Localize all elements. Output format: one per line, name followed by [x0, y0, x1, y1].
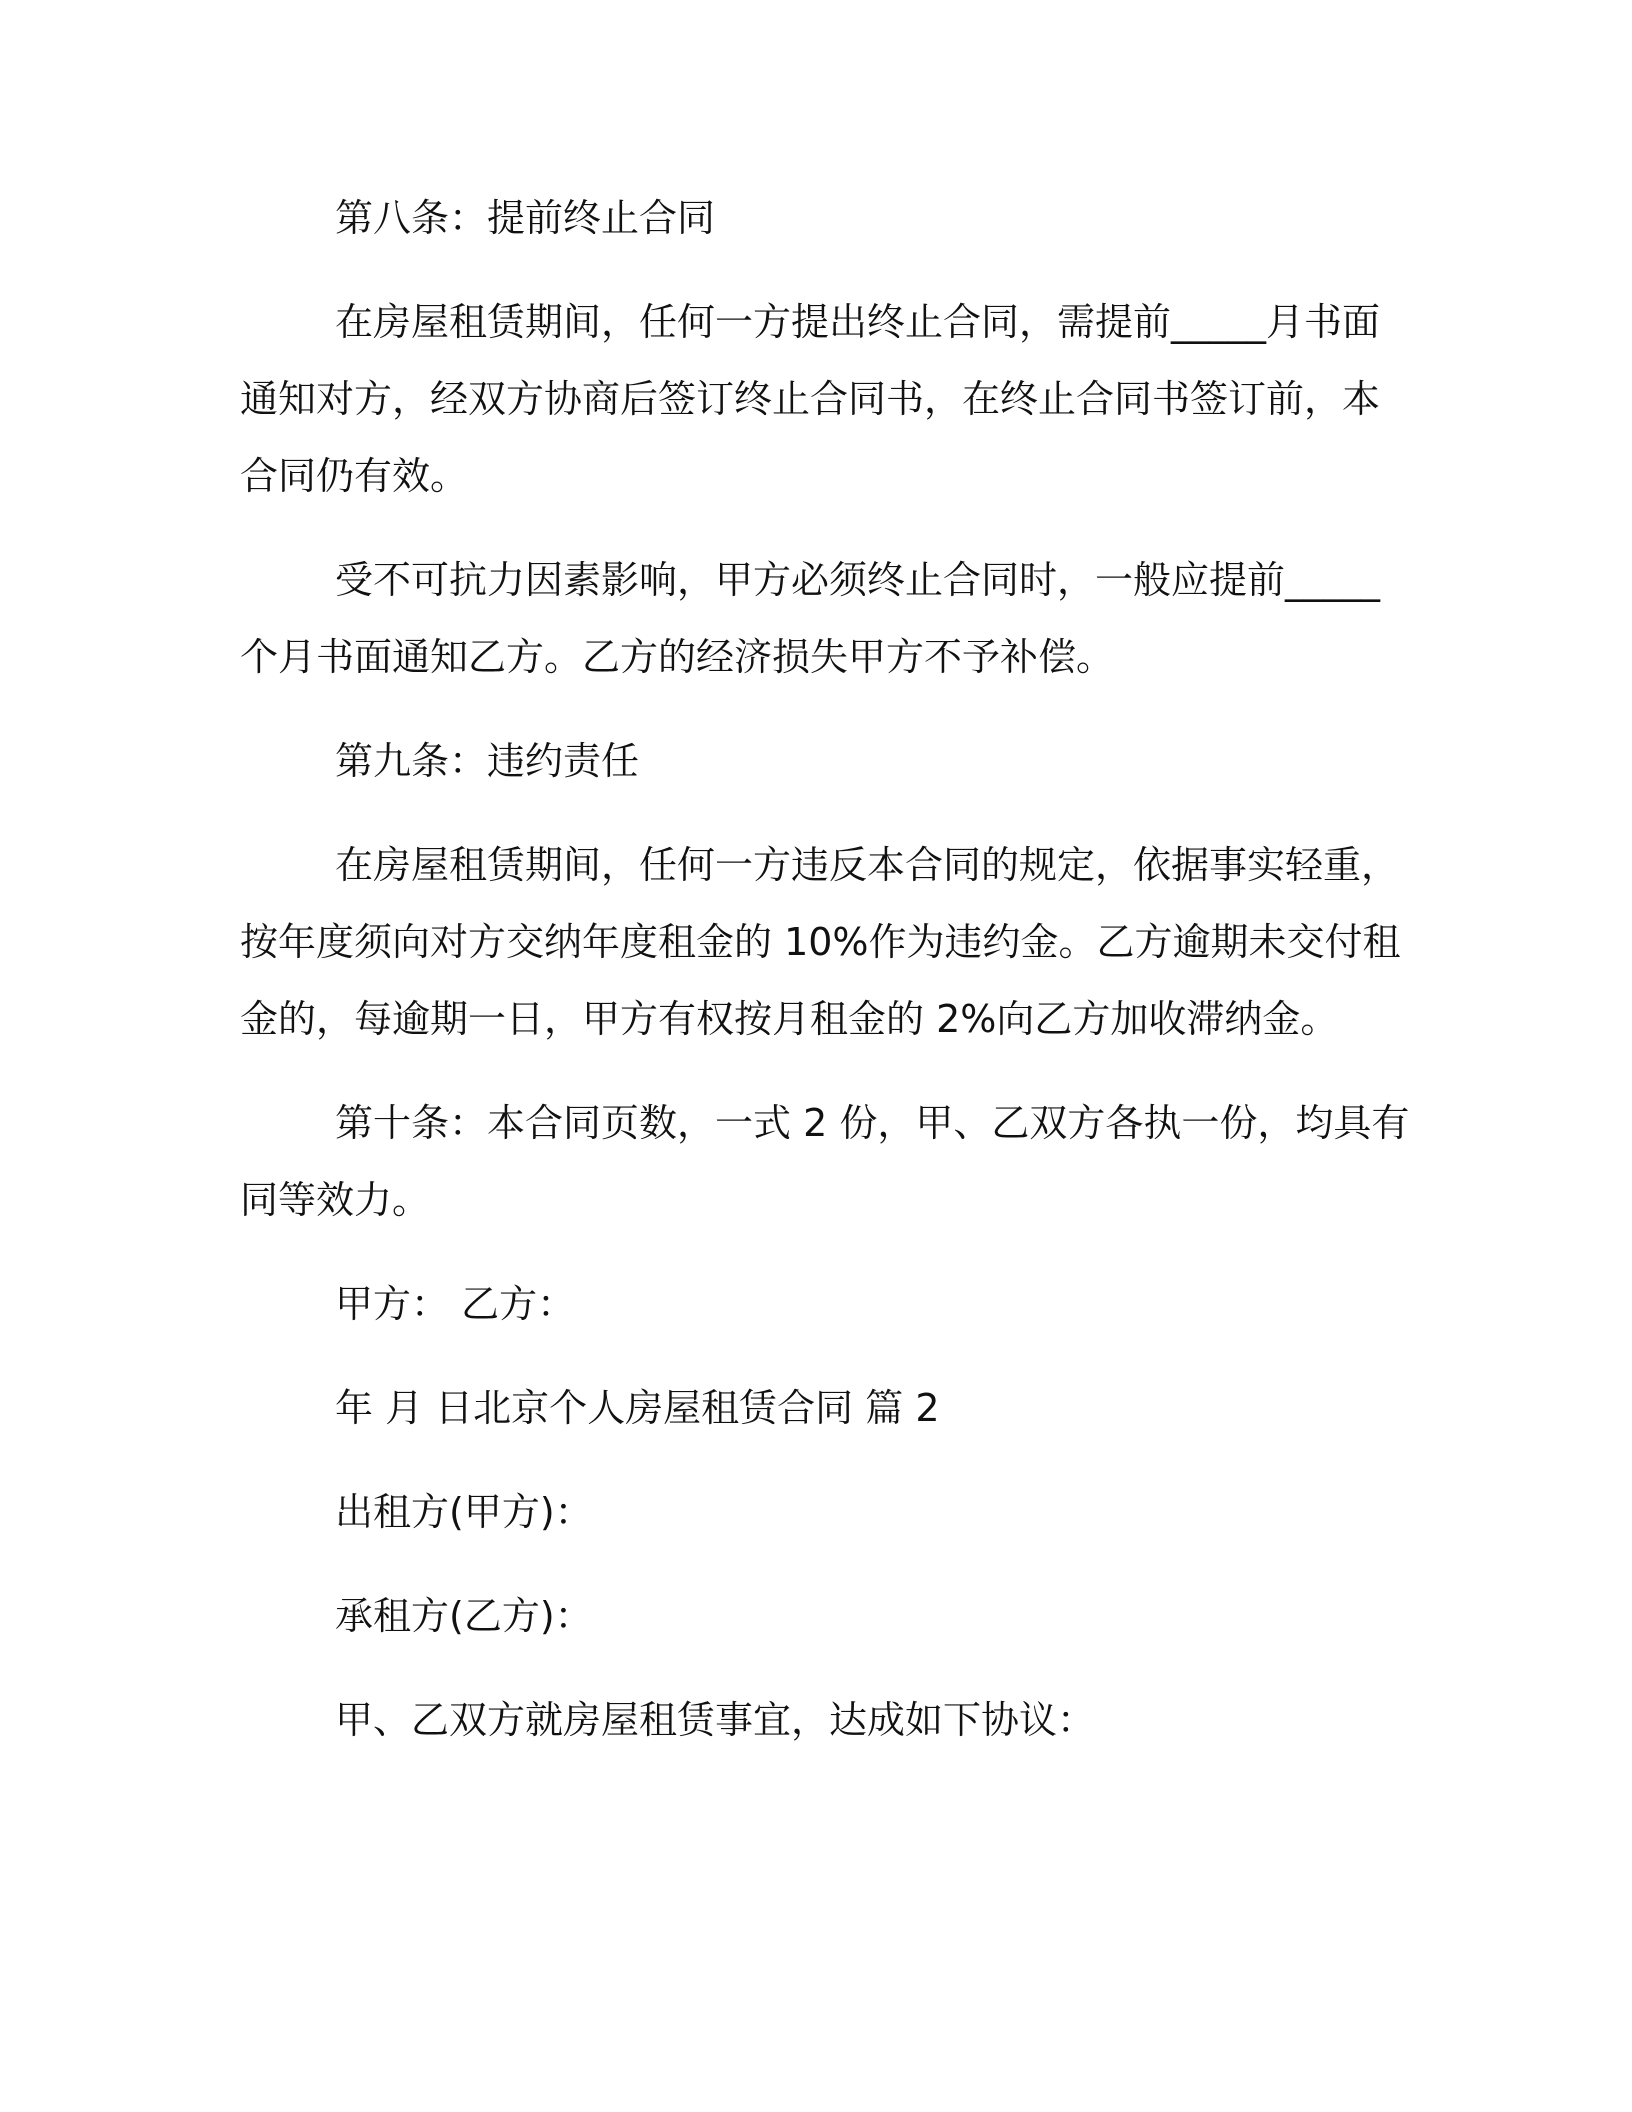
article-10-line2: 同等效力。: [240, 1178, 431, 1222]
article-10-line1: 第十条：本合同页数，一式 2 份，甲、乙双方各执一份，均具有: [335, 1101, 1410, 1145]
article-9-para-line2: 按年度须向对方交纳年度租金的 10%作为违约金。乙方逾期未交付租: [240, 920, 1401, 964]
lessee-label: 承租方(乙方)：: [335, 1594, 593, 1638]
signature-parties: 甲方： 乙方：: [335, 1282, 576, 1326]
article-8-para1-line1: 在房屋租赁期间，任何一方提出终止合同，需提前_____月书面: [335, 300, 1381, 344]
article-9-heading: 第九条：违约责任: [335, 739, 640, 783]
article-8-para1-line2: 通知对方，经双方协商后签订终止合同书，在终止合同书签订前，本: [240, 377, 1381, 421]
article-8-para2-line2: 个月书面通知乙方。乙方的经济损失甲方不予补偿。: [240, 635, 1115, 679]
agreement-intro: 甲、乙双方就房屋租赁事宜，达成如下协议：: [335, 1698, 1096, 1742]
article-9-para-line3: 金的，每逾期一日，甲方有权按月租金的 2%向乙方加收滞纳金。: [240, 997, 1339, 1041]
article-8-heading: 第八条：提前终止合同: [335, 196, 716, 240]
date-and-contract-2-title: 年 月 日北京个人房屋租赁合同 篇 2: [335, 1386, 940, 1430]
article-8-para2-line1: 受不可抗力因素影响，甲方必须终止合同时，一般应提前_____: [335, 558, 1381, 602]
article-9-para-line1: 在房屋租赁期间，任何一方违反本合同的规定，依据事实轻重，: [335, 843, 1400, 887]
article-8-para1-line3: 合同仍有效。: [240, 454, 469, 498]
lessor-label: 出租方(甲方)：: [335, 1490, 593, 1534]
